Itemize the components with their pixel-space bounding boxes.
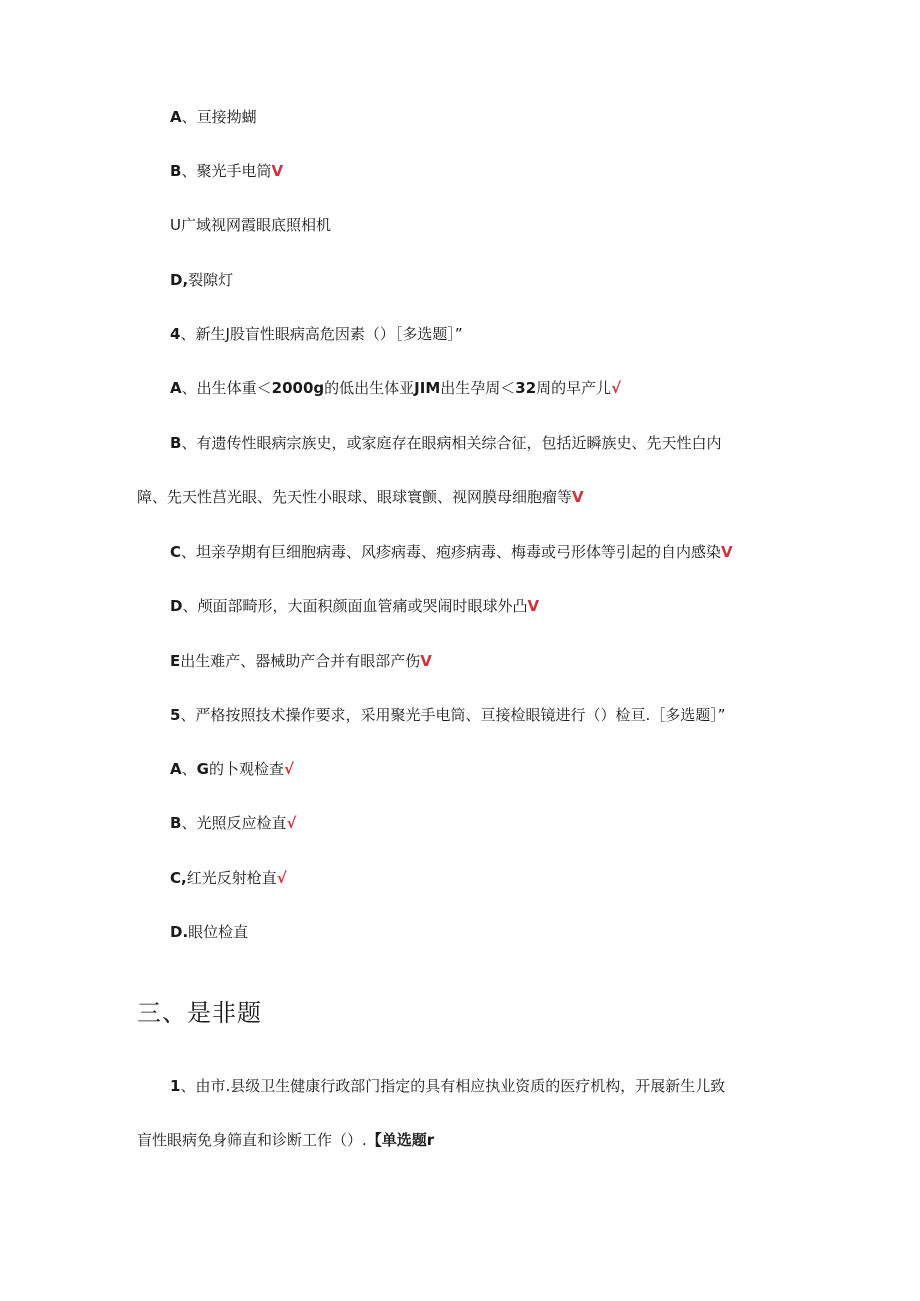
tf-question-1-continued: 盲性眼病免身筛直和诊断工作（）.【单选题r [137, 1131, 435, 1149]
question-4: 4、新生J股盲性眼病高危因素（）［多选题］” [170, 325, 463, 343]
correct-mark: V [572, 488, 584, 506]
correct-mark: √ [276, 869, 287, 887]
q5-option-c: C,红光反射枪直√ [170, 869, 287, 887]
q4-option-b: B、有遗传性眼病宗族史，或家庭存在眼病相关综合征，包括近瞬族史、先天性白内 [170, 434, 722, 452]
tf-question-1: 1、由市.县级卫生健康行政部门指定的具有相应执业资质的医疗机构，开展新生儿致 [170, 1077, 726, 1095]
correct-mark: √ [283, 760, 294, 778]
option-a: A、亘接拗蝴 [170, 108, 257, 126]
option-b: B、聚光手电筒V [170, 162, 284, 180]
q4-option-b-continued: 障、先天性莒光眼、先天性小眼球、眼球寰颤、视网膜母细胞瘤等V [137, 488, 584, 506]
q5-option-b: B、光照反应检直√ [170, 814, 297, 832]
q4-option-d: D、颅面部畸形，大面积颜面血管痛或哭闹时眼球外凸V [170, 597, 540, 615]
option-d: D,裂隙灯 [170, 271, 234, 289]
section-heading: 三、是非题 [137, 999, 262, 1027]
correct-mark: V [271, 162, 284, 180]
correct-mark: V [721, 543, 733, 561]
q5-option-d: D.眼位检直 [170, 923, 249, 941]
q4-option-a: A、出生体重＜2000g的低出生体亚JIM出生孕周＜32周的早产儿√ [170, 379, 622, 397]
option-c: U广域视网霞眼底照相机 [170, 216, 331, 234]
q4-option-c: C、坦亲孕期有巨细胞病毒、风疹病毒、疱疹病毒、梅毒或弓形体等引起的自内感染V [170, 543, 733, 561]
q5-option-a: A、G的卜观检查√ [170, 760, 294, 778]
question-5: 5、严格按照技术操作要求，采用聚光手电筒、亘接检眼镜进行（）检亘.［多选题］” [170, 706, 726, 724]
correct-mark: √ [611, 379, 622, 397]
q4-option-e: E出生难产、器械助产合并有眼部产伤V [170, 652, 432, 670]
correct-mark: V [420, 652, 432, 670]
correct-mark: V [527, 597, 540, 615]
correct-mark: √ [286, 814, 297, 832]
